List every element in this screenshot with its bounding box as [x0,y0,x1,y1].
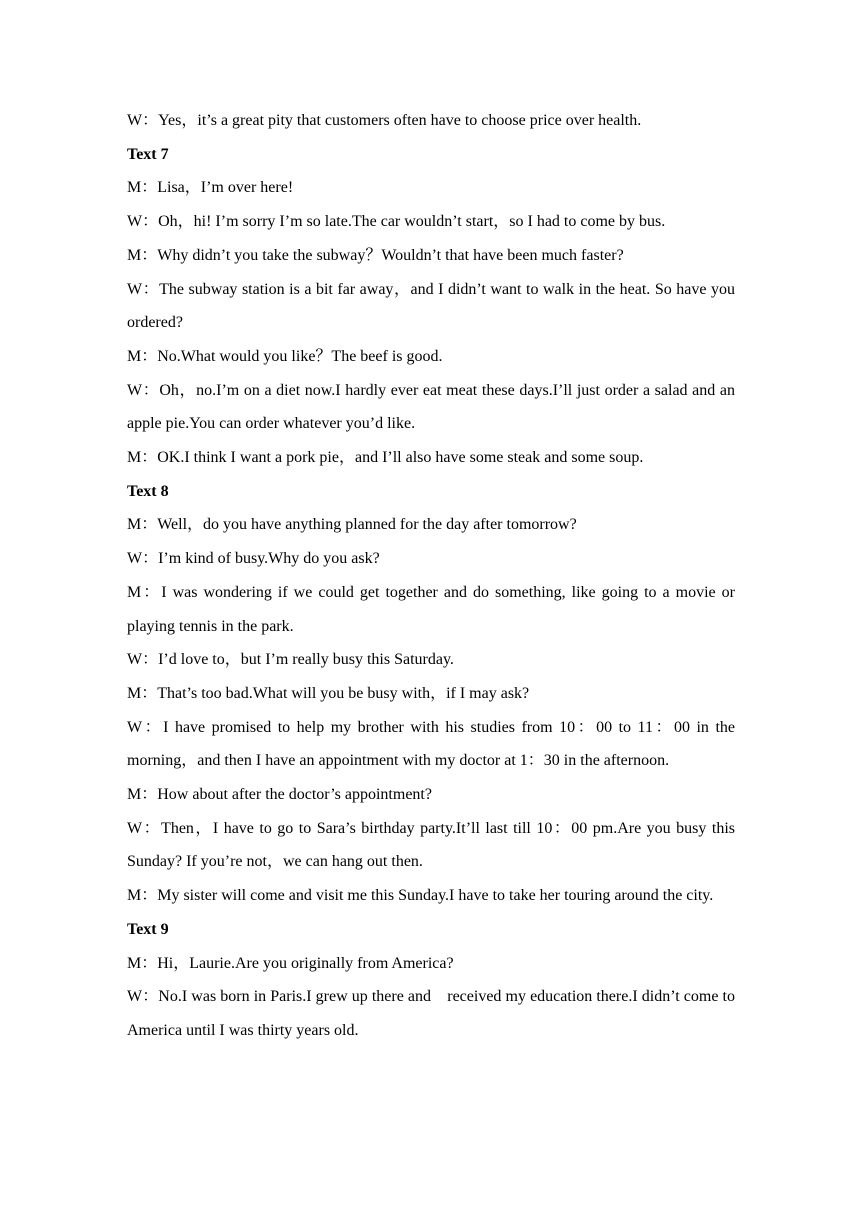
dialogue-line: M：Lisa，I’m over here! [127,179,294,197]
dialogue-paragraph: W：No.I was born in Paris.I grew up there and received my education there.I didn’t come to America until I was thirty years old. [127,988,735,1039]
document-page [127,104,735,1048]
dialogue-line: M：Why didn’t you take the subway？Wouldn’t that have been much faster? [127,246,624,264]
dialogue-line: M：OK.I think I want a pork pie，and I’ll also have some steak and some soup. [127,449,644,467]
dialogue-paragraph: M：I was wondering if we could get together and do something, like going to a movie or playing tennis in the park. [127,583,735,635]
dialogue-line: M：No.What would you like？The beef is good. [127,347,443,365]
dialogue-line: M：Well，do you have anything planned for the day after tomorrow? [127,516,577,534]
dialogue-paragraph: W：Oh，no.I’m on a diet now.I hardly ever eat meat these days.I’ll just order a salad and an apple pie.You can order whatever you’d like. [127,381,735,433]
section-heading: Text 9 [127,920,169,938]
dialogue-line: M：That’s too bad.What will you be busy with，if I may ask? [127,684,530,702]
dialogue-paragraph: W：The subway station is a bit far away，and I didn’t want to walk in the heat. So have you ordered? [127,280,735,332]
dialogue-line: W：I’m kind of busy.Why do you ask? [127,550,380,568]
section-heading: Text 7 [127,145,169,163]
dialogue-line: M：How about after the doctor’s appointment? [127,786,432,804]
dialogue-paragraph: W：Then，I have to go to Sara’s birthday party.It’ll last till 10：00 pm.Are you busy this Sunday? If you’re not，we can hang out then. [127,819,735,871]
section-heading: Text 8 [127,482,169,500]
dialogue-line: W：Yes，it’s a great pity that customers often have to choose price over health. [127,112,642,129]
dialogue-line: W：Oh，hi! I’m sorry I’m so late.The car wouldn’t start，so I had to come by bus. [127,213,666,231]
dialogue-line: W：I’d love to，but I’m really busy this Saturday. [127,651,454,669]
dialogue-line: M：Hi，Laurie.Are you originally from America? [127,954,454,972]
dialogue-paragraph: W：I have promised to help my brother with his studies from 10：00 to 11：00 in the morning，and then I have an appointment with my doctor at 1：30 in the afternoon. [127,718,735,770]
dialogue-paragraph: M：My sister will come and visit me this Sunday.I have to take her touring around the city. [127,887,714,905]
